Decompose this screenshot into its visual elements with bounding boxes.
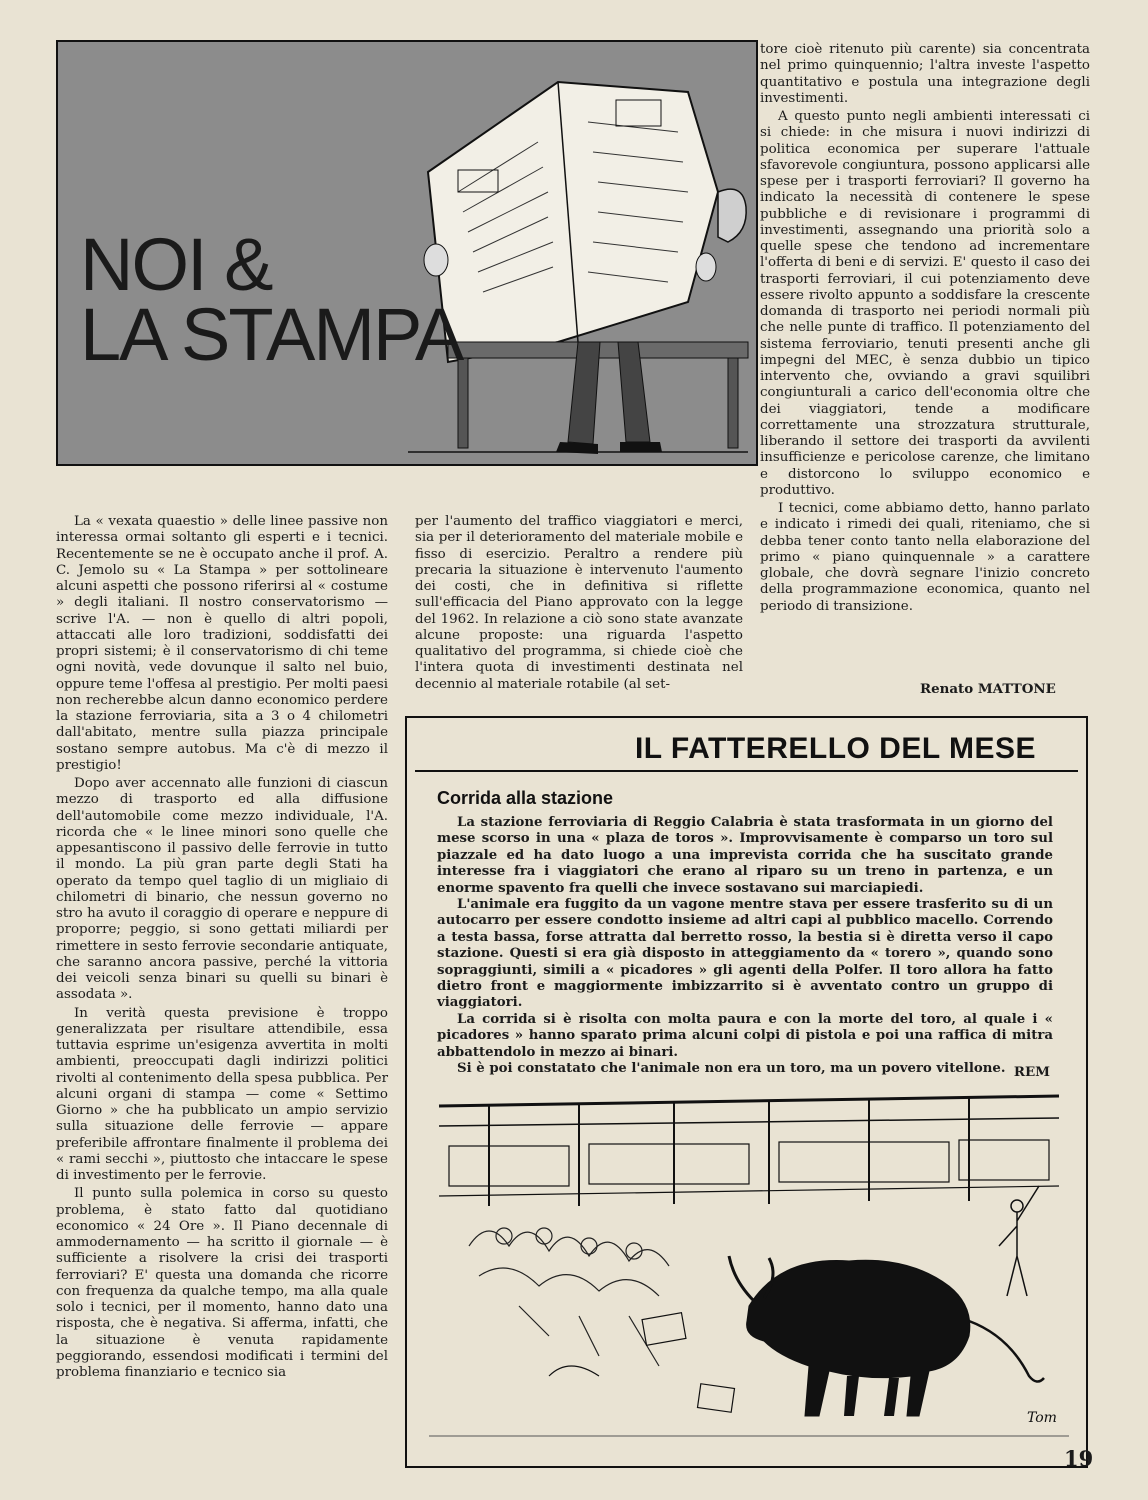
paragraph: Il punto sulla polemica in corso su questo problema, è stato fatto dal quotidiano economico « 24 Ore ». Il Piano decennale di ammodernamento — ha scritto il giornale — è sufficiente a risolvere la crisi dei trasporti ferroviari? E' questa una domanda che ricorre con frequenza da qualche tempo, ma alla quale solo i tecnici, per il momento, hanno dato una risposta, che è negativa. Si afferma, infatti, che la situazione è venuta rapidamente peggiorando, essendosi modificati i termini del problema finanziario e tecnico sia <box>56 1186 388 1380</box>
title-line-2: LA STAMPA <box>80 293 463 376</box>
story-body <box>437 815 1053 1078</box>
article-column-2 <box>415 514 743 695</box>
story-paragraph: L'animale era fuggito da un vagone mentre stava per essere trasferito su di un autocarro per essere condotto insieme ad altri capi al pubblico macello. Correndo a testa bassa, forse attratta dal berretto rosso, la bestia si è diretta verso il capo stazione. Questi si era già disposto in atteggiamento da « torero », quando sono sopraggiunti, simili a « picadores » gli agenti della Polfer. Il toro allora ha fatto dietro front e maggiormente imbizzarrito si è avventato contro un gruppo di viaggiatori. <box>437 897 1053 1011</box>
story-paragraph: La corrida si è risolta con molta paura e con la morte del toro, al quale i « picadores » hanno sparato prima alcuni colpi di pistola e poi una raffica di mitra abbattendolo in mezzo ai binari. <box>437 1011 1053 1060</box>
fatterello-header <box>415 726 1078 772</box>
artist-signature: Tom <box>1027 1410 1057 1426</box>
bullfight-station-drawing <box>429 1086 1069 1456</box>
bull-figure <box>729 1256 1044 1416</box>
story-paragraph: La stazione ferroviaria di Reggio Calabria è stata trasformata in un giorno del mese scorso in una « plaza de toros ». Improvvisamente è comparso un toro sul piazzale ed ha dato luogo a una imprevista corrida che ha suscitato grande interesse fra i viaggiatori che erano al riparo su un treno in partenza, e un enorme spavento fra quelli che invece sostavano sui marciapiedi. <box>437 815 1053 896</box>
story-signature: REM <box>1013 1064 1050 1080</box>
paragraph: I tecnici, come abbiamo detto, hanno parlato e indicato i rimedi dei quali, riteniamo, che si debba tener conto tanto nella elaborazione del primo « piano quinquennale » a carattere globale, che dovrà segnare l'inizio concreto della programmazione economica, quanto nel periodo di transizione. <box>760 501 1090 614</box>
title-line-1: NOI & <box>80 223 272 306</box>
header-box <box>56 40 758 466</box>
article-author: Renato MATTONE <box>920 681 1056 697</box>
fatterello-box <box>405 716 1088 1468</box>
paragraph: In verità questa previsione è troppo generalizzata per risultare attendibile, essa tuttavia esprime un'esigenza avvertita in molti ambienti, preoccupati dagli indirizzi politici rivolti al contenimento della spesa pubblica. Per alcuni organi di stampa — come « Settimo Giorno » che ha pubblicato un ampio servizio sulla situazione delle ferrovie — appare preferibile affrontare finalmente il problema dei « rami secchi », piuttosto che intaccare le spese di investimento per le ferrovie. <box>56 1005 388 1183</box>
paragraph: La « vexata quaestio » delle linee passive non interessa ormai soltanto gli esperti e i tecnici. Recentemente se ne è occupato anche il prof. A. C. Jemolo su « La Stampa » per sottolineare alcuni aspetti che possono riferirsi al « costume » degli italiani. Il nostro conservatorismo — scrive l'A. — non è quello di altri popoli, attaccati alle loro tradizioni, soddisfatti dei propri sistemi; è il conservatorismo di chi teme ogni novità, vede dovunque il salto nel buio, oppure teme l'offesa al prestigio. Per molti paesi non recherebbe alcun danno economico perdere la stazione ferroviaria, sita a 3 o 4 chilometri dall'abitato, mentre sulla piazza principale sostano sempre autobus. Ma c'è di mezzo il prestigio! <box>56 514 388 773</box>
paragraph: A questo punto negli ambienti interessati ci si chiede: in che misura i nuovi indirizzi di politica economica per superare l'attuale sfavorevole congiuntura, possono applicarsi alle spese per i trasporti ferroviari? Il governo ha indicato la necessità di contenere le spese pubbliche e di revisionare i programmi di investimenti, assegnando una priorità solo a quelle spese che tendono ad incrementare l'offerta di beni e di servizi. E' questo il caso dei trasporti ferroviari, il cui potenziamento deve essere rivolto appunto a soddisfare la crescente domanda di trasporto nei periodi normali più che nelle punte di traffico. Il potenziamento del sistema ferroviario, tenuti presenti anche gli impegni del MEC, è senza dubbio un tipico intervento che, ovviando a gravi squilibri congiunturali a carico dell'economia oltre che dei viaggiatori, tende a modificare correttamente una strozzatura strutturale, liberando il settore dei trasporti da avvilenti insufficienze e pericolose carenze, che limitano e distorcono lo sviluppo economico e produttivo. <box>760 109 1090 498</box>
paragraph: Dopo aver accennato alle funzioni di ciascun mezzo di trasporto ed alla diffusione dell'automobile come mezzo individuale, l'A. ricorda che « le linee minori sono quelle che appesantiscono il passivo delle ferrovie in tutto il mondo. La più gran parte degli Stati ha operato da tempo quel taglio di un migliaio di chilometri di binario, che nessun governo no stro ha avuto il coraggio di operare e neppure di proporre; peggio, si sono gettati miliardi per rimettere in sesto ferrovie secondarie antiquate, che saranno ancora passive, perché la vittoria dei veicoli senza binari su quelli su binari è assodata ». <box>56 776 388 1003</box>
story-paragraph: Si è poi constatato che l'animale non era un toro, ma un povero vitellone. <box>457 1061 1006 1077</box>
story-title: Corrida alla stazione <box>437 788 614 808</box>
article-column-3 <box>760 42 1090 617</box>
article-column-1 <box>56 514 388 1383</box>
paragraph: per l'aumento del traffico viaggiatori e merci, sia per il deterioramento del materiale mobile e fisso di esercizio. Peraltro a rendere più precaria la situazione è intervenuto l'aumento dei costi, che in definitiva si riflette sull'efficacia del Piano approvato con la legge del 1962. In relazione a ciò sono state avanzate alcune proposte: una riguarda l'aspetto qualitativo del programma, si chiede cioè che l'intera quota di investimenti destinata nel decennio al materiale rotabile (al set- <box>415 514 743 692</box>
fatterello-title: IL FATTERELLO DEL MESE <box>634 732 1036 765</box>
page-number: 19 <box>1064 1446 1094 1471</box>
section-title <box>80 223 463 376</box>
paragraph: tore cioè ritenuto più carente) sia concentrata nel primo quinquennio; l'altra investe l'aspetto quantitativo e postula una integrazione degli investimenti. <box>760 42 1090 106</box>
